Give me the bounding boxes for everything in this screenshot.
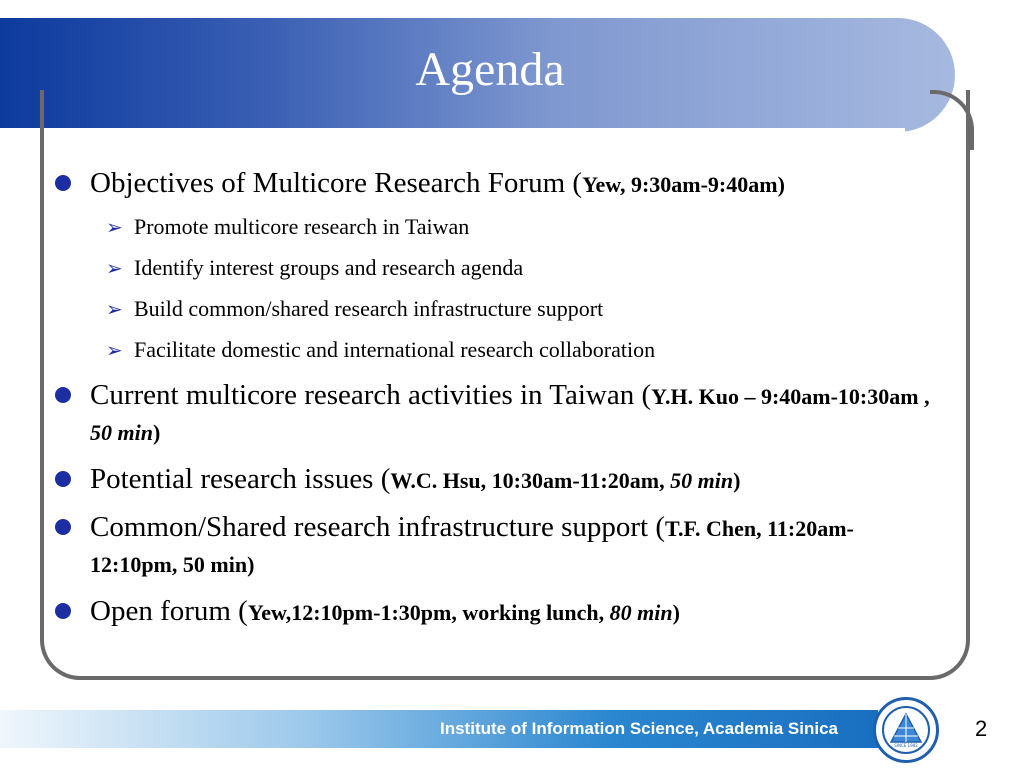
sub-item: ➢ Build common/shared research infrastructure support bbox=[106, 296, 604, 321]
agenda-item-detail: Yew,12:10pm-1:30pm, working lunch, bbox=[247, 600, 610, 625]
agenda-item-text: Current multicore research activities in Taiwan ( bbox=[90, 379, 652, 411]
agenda-item-text: Open forum ( bbox=[90, 595, 248, 627]
svg-text:SINCE 1982: SINCE 1982 bbox=[894, 743, 918, 748]
agenda-item: Open forum (Yew,12:10pm-1:30pm, working lunch, 80 min) bbox=[52, 594, 932, 630]
arrowhead-right-icon: ➢ bbox=[106, 256, 123, 280]
slide-title: Agenda bbox=[415, 43, 565, 96]
agenda-item-duration: 50 min bbox=[90, 420, 153, 445]
agenda-item: Potential research issues (W.C. Hsu, 10:30am-11:20am, 50 min) bbox=[52, 462, 932, 498]
arrowhead-right-icon: ➢ bbox=[106, 338, 123, 362]
bullet-icon bbox=[55, 603, 71, 619]
footer-institute-name: Institute of Information Science, Academia Sinica bbox=[440, 719, 839, 738]
agenda-item-text: Common/Shared research infrastructure support ( bbox=[90, 511, 665, 543]
agenda-item: Common/Shared research infrastructure support (T.F. Chen, 11:20am-12:10pm, 50 min) bbox=[52, 510, 932, 582]
agenda-item-detail: T.F. Chen, 11:20am-12:10pm, 50 min bbox=[90, 516, 854, 577]
institute-logo-icon bbox=[873, 697, 939, 763]
sub-item: ➢ Promote multicore research in Taiwan bbox=[106, 214, 470, 239]
logo-triangle-icon bbox=[888, 712, 924, 748]
page-number: 2 bbox=[975, 716, 988, 741]
sub-list bbox=[52, 214, 932, 363]
sub-item: ➢ Facilitate domestic and international research collaboration bbox=[106, 337, 656, 362]
arrowhead-right-icon: ➢ bbox=[106, 297, 123, 321]
bullet-icon bbox=[55, 387, 71, 403]
bullet-icon bbox=[55, 175, 71, 191]
agenda-item-duration: 80 min bbox=[609, 600, 673, 625]
agenda-item-text: Objectives of Multicore Research Forum ( bbox=[90, 167, 583, 199]
agenda-item-duration: 50 min bbox=[670, 468, 734, 493]
bullet-icon bbox=[55, 471, 71, 487]
agenda-item-detail: Yew, 9:30am-9:40am bbox=[582, 172, 778, 197]
agenda-list bbox=[52, 166, 932, 642]
arrowhead-right-icon: ➢ bbox=[106, 215, 123, 239]
sub-item: ➢ Identify interest groups and research agenda bbox=[106, 255, 524, 280]
agenda-item-text: Potential research issues ( bbox=[90, 463, 391, 495]
bullet-icon bbox=[55, 519, 71, 535]
agenda-item-detail: W.C. Hsu, 10:30am-11:20am, bbox=[390, 468, 671, 493]
agenda-item: Current multicore research activities in Taiwan (Y.H. Kuo – 9:40am-10:30am , 50 min) bbox=[52, 378, 932, 450]
agenda-item-detail: Y.H. Kuo – 9:40am-10:30am , bbox=[651, 384, 930, 409]
agenda-item: Objectives of Multicore Research Forum (Yew, 9:30am-9:40am) bbox=[52, 166, 932, 202]
